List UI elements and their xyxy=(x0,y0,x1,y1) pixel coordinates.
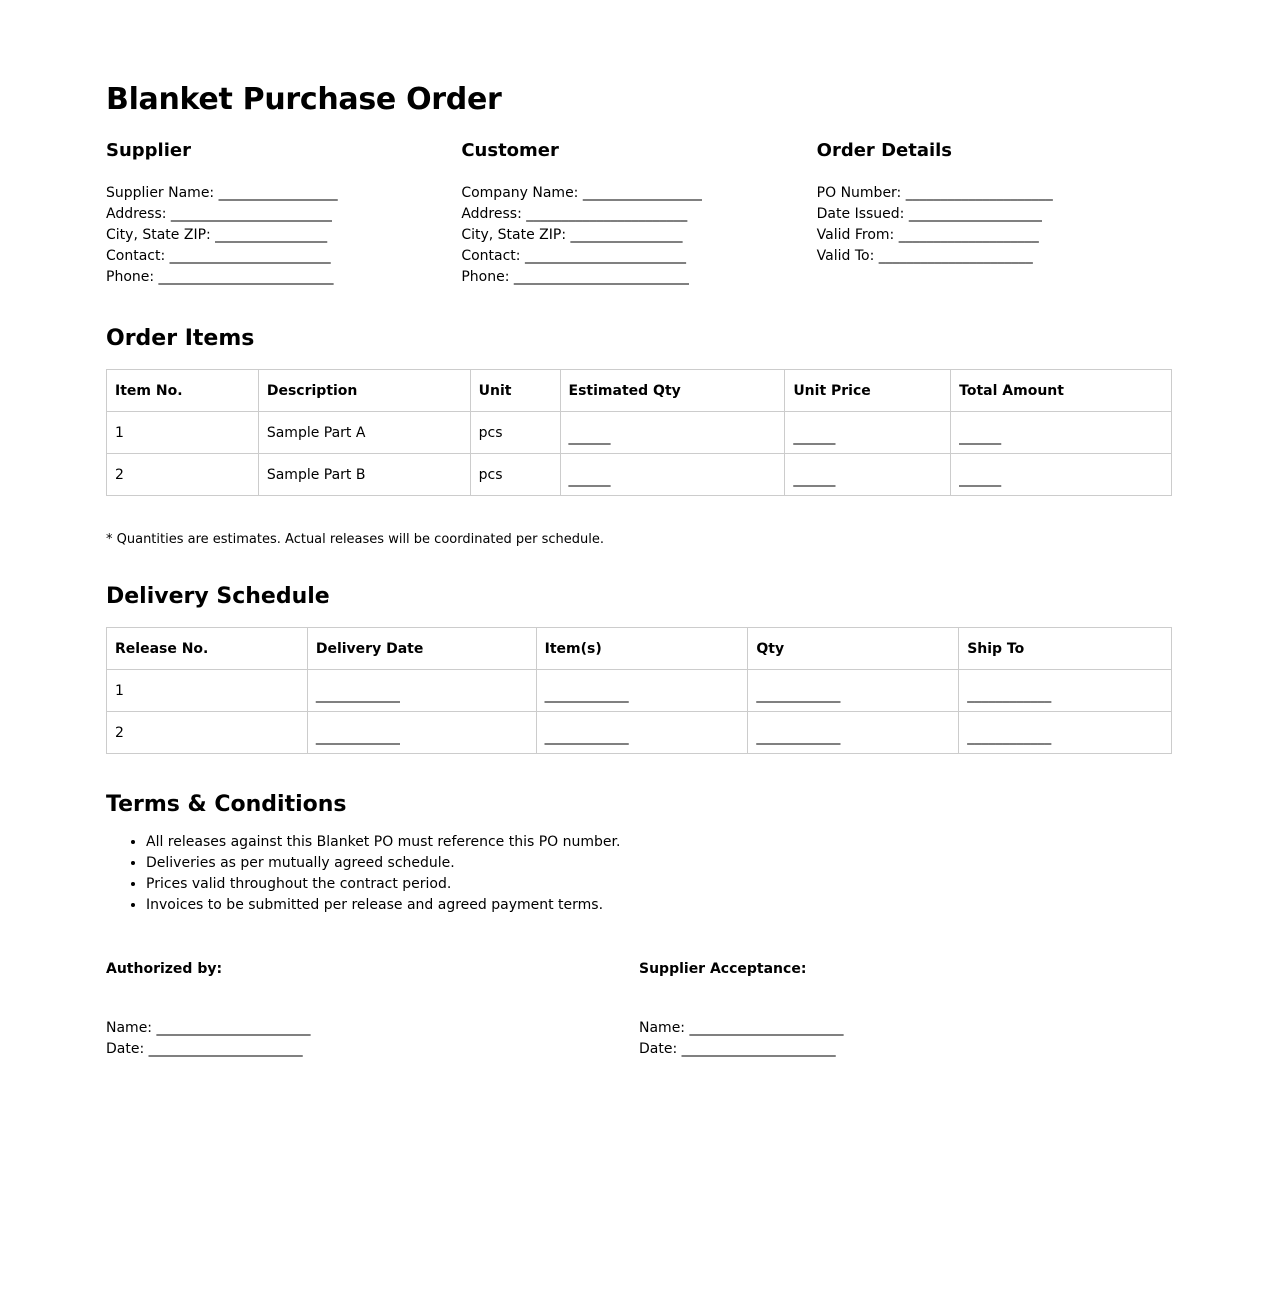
qty-cell: ____________ xyxy=(748,712,959,754)
order-details-block xyxy=(817,138,1172,288)
date-issued-field: Date Issued: ___________________ xyxy=(816,206,1042,222)
column-header: Item(s) xyxy=(536,628,748,670)
total-amount-cell: ______ xyxy=(951,412,1172,454)
company-name-field: Company Name: _________________ xyxy=(461,185,702,201)
terms-list xyxy=(106,832,1172,916)
supplier-sign-name-field: Name: ______________________ xyxy=(639,1020,844,1036)
item-no-cell: 2 xyxy=(107,454,259,496)
unit-price-cell: ______ xyxy=(785,412,951,454)
order-items-table xyxy=(106,369,1172,496)
customer-block xyxy=(461,138,816,288)
valid-to-field: Valid To: ______________________ xyxy=(816,248,1033,264)
ship-to-cell: ____________ xyxy=(959,712,1172,754)
items-cell: ____________ xyxy=(536,670,748,712)
column-header: Qty xyxy=(748,628,959,670)
terms-section xyxy=(106,790,1172,916)
description-cell: Sample Part A xyxy=(258,412,470,454)
supplier-name-field: Supplier Name: _________________ xyxy=(106,185,338,201)
authorized-date-field: Date: ______________________ xyxy=(106,1041,303,1057)
items-cell: ____________ xyxy=(536,712,748,754)
estimated-qty-cell: ______ xyxy=(560,454,785,496)
authorized-by-label: Authorized by: xyxy=(106,961,223,977)
page-title: Blanket Purchase Order xyxy=(106,82,502,117)
supplier-acceptance-block xyxy=(639,960,1172,1060)
terms-list-item: • Deliveries as per mutually agreed schedule. xyxy=(146,853,1172,874)
column-header: Delivery Date xyxy=(307,628,536,670)
signature-section xyxy=(106,960,1172,1060)
unit-price-cell: ______ xyxy=(785,454,951,496)
estimated-qty-cell: ______ xyxy=(560,412,785,454)
release-no-cell: 1 xyxy=(107,670,308,712)
supplier-address-field: Address: _______________________ xyxy=(106,206,332,222)
column-header: Item No. xyxy=(107,370,259,412)
table-header-row xyxy=(107,370,1172,412)
order-items-heading: Order Items xyxy=(106,326,255,351)
unit-cell: pcs xyxy=(470,412,560,454)
valid-from-field: Valid From: ____________________ xyxy=(816,227,1039,243)
supplier-acceptance-label: Supplier Acceptance: xyxy=(639,961,807,977)
table-row xyxy=(107,712,1172,754)
terms-heading: Terms & Conditions xyxy=(106,792,347,817)
quantities-note: * Quantities are estimates. Actual releases will be coordinated per schedule. xyxy=(106,532,605,547)
column-header: Description xyxy=(258,370,470,412)
customer-contact-field: Contact: _______________________ xyxy=(461,248,686,264)
terms-list-item: • Invoices to be submitted per release and agreed payment terms. xyxy=(146,895,1172,916)
item-no-cell: 1 xyxy=(107,412,259,454)
order-items-section xyxy=(106,324,1172,548)
delivery-date-cell: ____________ xyxy=(307,670,536,712)
supplier-sign-date-field: Date: ______________________ xyxy=(639,1041,836,1057)
terms-list-item: • Prices valid throughout the contract period. xyxy=(146,874,1172,895)
terms-list-item: • All releases against this Blanket PO must reference this PO number. xyxy=(146,832,1172,853)
authorized-signature-block xyxy=(106,960,639,1060)
customer-phone-field: Phone: _________________________ xyxy=(461,269,689,285)
column-header: Release No. xyxy=(107,628,308,670)
delivery-date-cell: ____________ xyxy=(307,712,536,754)
po-number-field: PO Number: _____________________ xyxy=(816,185,1053,201)
party-info-section xyxy=(106,138,1172,288)
customer-city-field: City, State ZIP: ________________ xyxy=(461,227,683,243)
table-row xyxy=(107,412,1172,454)
column-header: Ship To xyxy=(959,628,1172,670)
unit-cell: pcs xyxy=(470,454,560,496)
delivery-schedule-heading: Delivery Schedule xyxy=(106,584,330,609)
customer-address-field: Address: _______________________ xyxy=(461,206,688,222)
supplier-city-field: City, State ZIP: ________________ xyxy=(106,227,328,243)
delivery-schedule-section xyxy=(106,582,1172,754)
order-details-heading: Order Details xyxy=(816,140,953,161)
qty-cell: ____________ xyxy=(748,670,959,712)
column-header: Unit xyxy=(470,370,560,412)
delivery-schedule-table xyxy=(106,627,1172,754)
description-cell: Sample Part B xyxy=(258,454,470,496)
authorized-name-field: Name: ______________________ xyxy=(106,1020,311,1036)
supplier-phone-field: Phone: _________________________ xyxy=(106,269,334,285)
ship-to-cell: ____________ xyxy=(959,670,1172,712)
column-header: Estimated Qty xyxy=(560,370,785,412)
table-row xyxy=(107,670,1172,712)
column-header: Unit Price xyxy=(785,370,951,412)
column-header: Total Amount xyxy=(951,370,1172,412)
supplier-heading: Supplier xyxy=(106,140,191,161)
supplier-contact-field: Contact: _______________________ xyxy=(106,248,331,264)
table-row xyxy=(107,454,1172,496)
customer-heading: Customer xyxy=(461,140,559,161)
supplier-block xyxy=(106,138,461,288)
table-header-row xyxy=(107,628,1172,670)
total-amount-cell: ______ xyxy=(951,454,1172,496)
release-no-cell: 2 xyxy=(107,712,308,754)
